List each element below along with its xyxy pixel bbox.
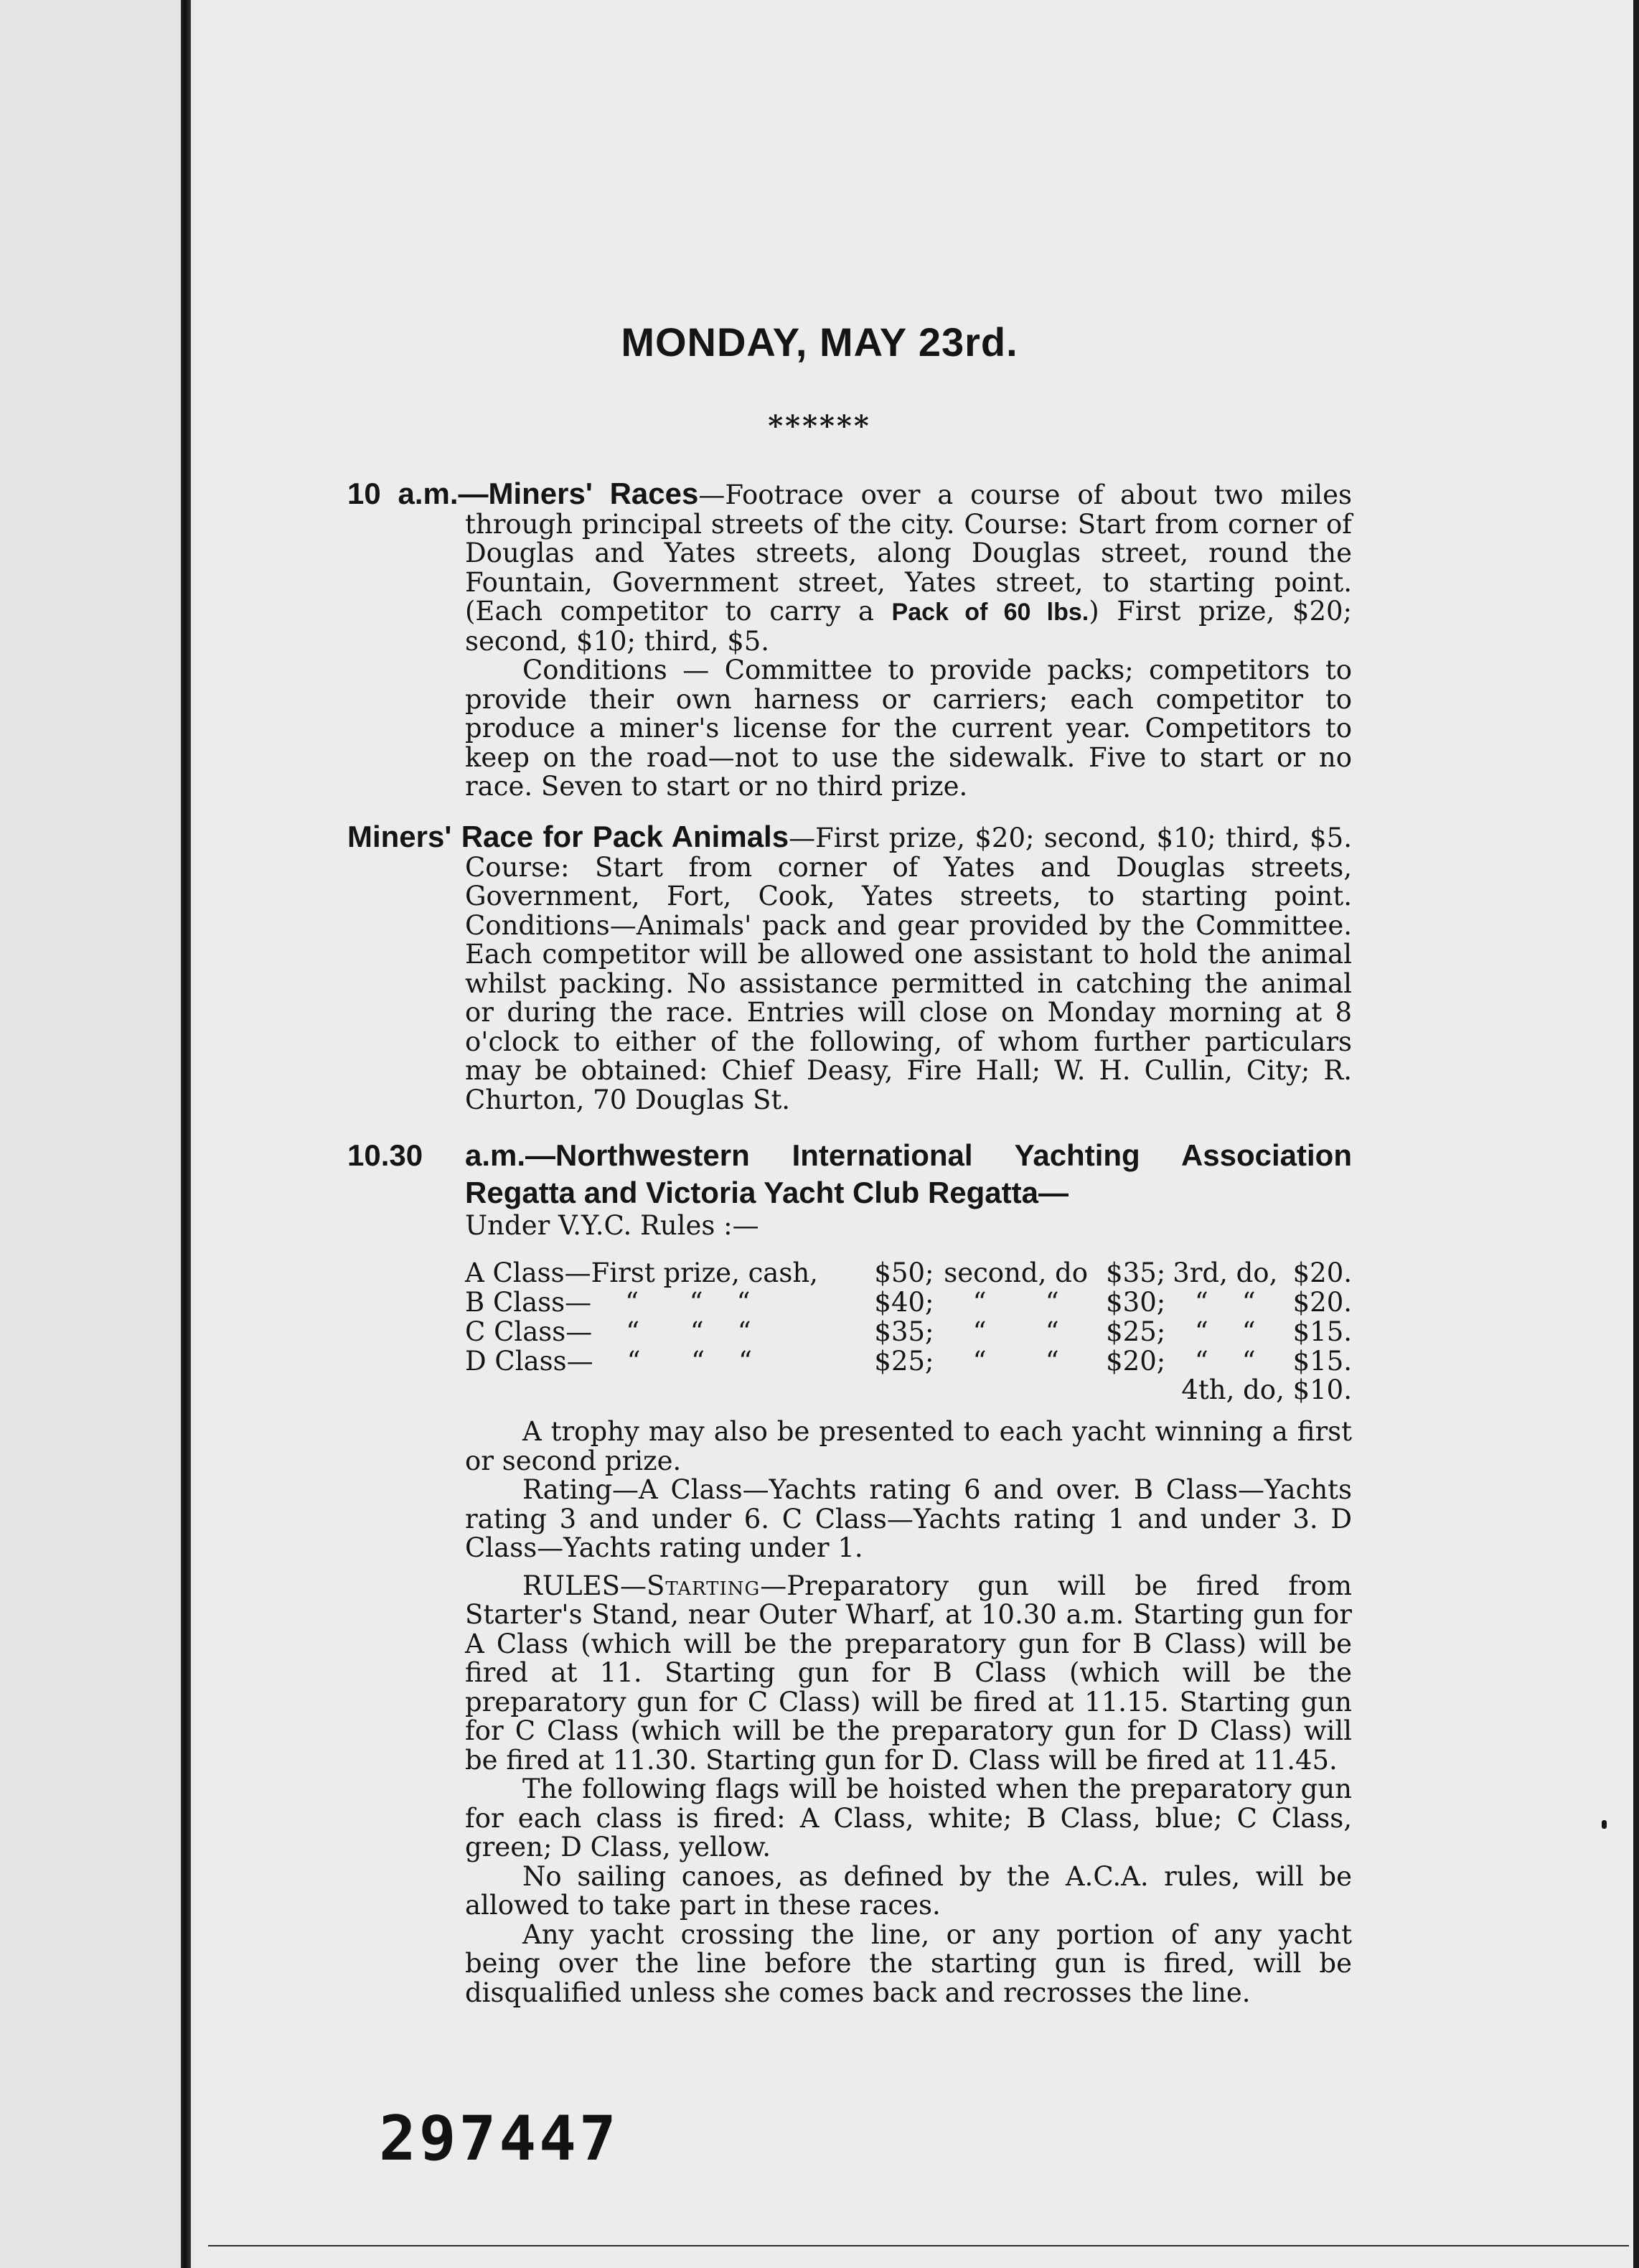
pack-animals-text: —First prize, $20; second, $10; third, $5. Course: Start from corner of Yates and Douglas streets, Government, Fort, Cook, Yates streets, to starting point. Conditions—Animals' pack and gear provided by the Committee. Each competitor will be allowed one assistant to hold the animal whilst packing. No assistance permitted in catching the animal or during the race. Entries will close on Monday morning at 8 o'clock to either of the following, of whom further particulars may be obtained: Chief Deasy, Fire Hall; W. H. Cullin, City; R. Churton, 70 Douglas St. — [465, 823, 1352, 1115]
pack-animals-section — [347, 820, 1352, 1115]
prize-cell: “ “ — [1194, 1286, 1256, 1318]
regatta-section — [347, 1137, 1352, 2007]
prize-cell: $20; — [1106, 1345, 1166, 1377]
miners-races-paragraph — [347, 479, 1352, 656]
canoes-paragraph: No sailing canoes, as defined by the A.C.A. rules, will be allowed to take part in these races. — [465, 1860, 1352, 1921]
prize-cell: $25; — [1106, 1316, 1166, 1347]
miners-races-section — [347, 479, 1352, 802]
starting-rules-text: —Preparatory gun will be fired from Starter's Stand, near Outer Wharf, at 10.30 a.m. Starting gun for A Class (which will be the preparatory gun for B Class) will be fired at 11. Starting gun for B Class (which will be the preparatory gun for C Class) will be fired at 11.15. Starting gun for C Class (which will be the preparatory gun for D Class) will be fired at 11.30. Starting gun for D. Class will be fired at 11.45. — [465, 1570, 1352, 1776]
prize-cell: $35; — [1106, 1257, 1166, 1288]
miners-races-text: —Footrace over a course of about two miles through principal streets of the city. Course: Start from corner of Douglas and Yates streets, along Douglas street, round the Fountain, Government street, Yates street, to starting point. (Each competitor to carry a — [465, 479, 1352, 627]
regatta-rules-line: Under V.Y.C. Rules :— — [465, 1210, 759, 1241]
miners-races-prizes: ) First prize, $20; second, $10; third, $5. — [465, 596, 1352, 657]
pack-animals-heading: Miners' Race for Pack Animals — [347, 820, 789, 853]
regatta-body — [347, 1212, 1352, 2007]
miners-races-conditions-paragraph — [347, 656, 1352, 802]
prize-cell: A Class—First prize, cash, — [465, 1257, 818, 1288]
prize-cell: D Class— “ “ “ — [465, 1345, 753, 1377]
prize-row — [465, 1317, 1352, 1346]
prize-cell: “ “ — [972, 1316, 1059, 1347]
prize-cell: $15. — [1292, 1316, 1352, 1347]
prize-cell: $20. — [1292, 1257, 1352, 1288]
rating-paragraph: Rating—A Class—Yachts rating 6 and over. B Class—Yachts rating 3 and under 6. C Class—Yachts rating 1 and under 3. D Class—Yachts rating under 1. — [465, 1474, 1352, 1563]
prize-row — [465, 1288, 1352, 1317]
prize-cell: $35; — [874, 1316, 934, 1347]
prize-cell: $20. — [1292, 1286, 1352, 1318]
prize-cell: $30; — [1106, 1286, 1166, 1318]
margin-mark — [1602, 1820, 1607, 1829]
pack-weight: Pack of 60 lbs. — [891, 599, 1089, 626]
trophy-paragraph: A trophy may also be presented to each yacht winning a first or second prize. — [465, 1416, 1352, 1476]
starting-label: Starting — [646, 1570, 761, 1601]
prize-cell: “ “ — [972, 1286, 1059, 1318]
rules-label: RULES— — [522, 1570, 647, 1601]
starting-rules-paragraph — [465, 1572, 1352, 1776]
asterisk-divider: ****** — [768, 409, 871, 443]
prize-row — [465, 1258, 1352, 1288]
regatta-title: a.m.—Northwestern International Yachting Association Regatta and Victoria Yacht Club Regatta— — [465, 1138, 1352, 1209]
prize-cell: $50; — [874, 1257, 934, 1288]
prize-table — [465, 1258, 1352, 1376]
pack-animals-paragraph — [347, 820, 1352, 1115]
prize-row — [465, 1346, 1352, 1376]
prize-cell: $15. — [1292, 1345, 1352, 1377]
prize-cell: $40; — [874, 1286, 934, 1318]
page-title: MONDAY, MAY 23rd. — [621, 319, 1018, 365]
prize-cell: C Class— “ “ “ — [465, 1316, 751, 1347]
prize-cell: B Class— “ “ “ — [465, 1286, 751, 1318]
prize-cell: 3rd, do, — [1173, 1257, 1278, 1288]
prize-cell: “ “ — [1194, 1316, 1256, 1347]
bottom-rule — [208, 2245, 1629, 2246]
fourth-prize: 4th, do, $10. — [1181, 1374, 1352, 1405]
prize-cell: $25; — [874, 1345, 934, 1377]
crossing-paragraph: Any yacht crossing the line, or any portion of any yacht being over the line before the starting gun is fired, will be disqualified unless she comes back and recrosses the line. — [465, 1918, 1352, 2008]
flags-paragraph: The following flags will be hoisted when the preparatory gun for each class is fired: A Class, white; B Class, blue; C Class, green; D Class, yellow. — [465, 1773, 1352, 1862]
prize-cell: “ “ — [1194, 1345, 1256, 1377]
prize-cell: “ “ — [972, 1345, 1059, 1377]
accession-number-stamp: 297447 — [379, 2103, 619, 2175]
miners-races-heading: 10 a.m.—Miners' Races — [347, 477, 699, 510]
miners-races-conditions: Conditions — Committee to provide packs; competitors to provide their own harness or carriers; each competitor to produce a miner's license for the current year. Competitors to keep on the road—not to use the sidewalk. Five to start or no race. Seven to start or no third prize. — [465, 655, 1352, 802]
prize-cell: second, do — [944, 1257, 1089, 1288]
regatta-time: 10.30 — [347, 1138, 423, 1172]
regatta-heading — [347, 1137, 1352, 1212]
